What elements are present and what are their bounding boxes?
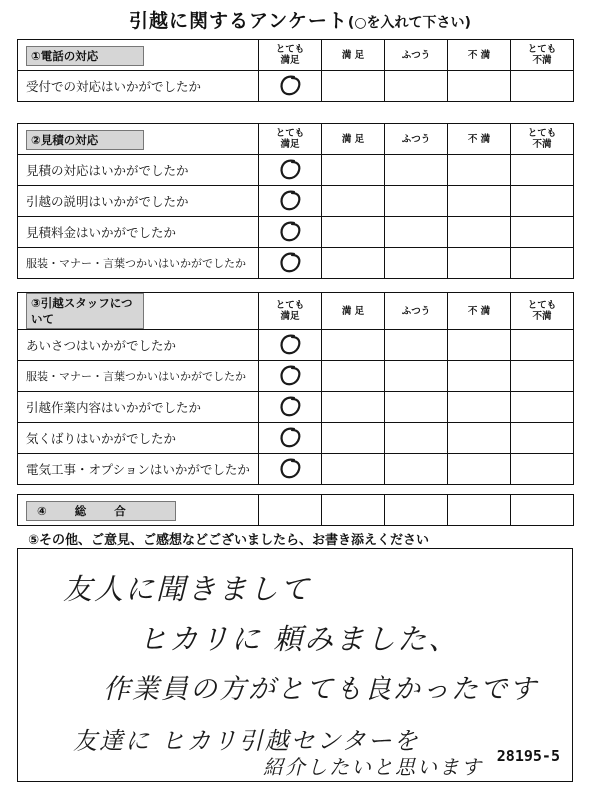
- answer-cell[interactable]: [385, 330, 448, 361]
- answer-cell[interactable]: [511, 248, 574, 279]
- answer-cell[interactable]: [385, 155, 448, 186]
- answer-cell[interactable]: [385, 217, 448, 248]
- comment-line: ヒカリに 頼みました、: [138, 622, 460, 656]
- circle-mark-icon: [275, 332, 305, 358]
- answer-cell[interactable]: [322, 186, 385, 217]
- answer-cell[interactable]: [448, 155, 511, 186]
- comment-prompt: ⑤その他、ご意見、ご感想などございましたら、お書き添えください: [28, 533, 430, 548]
- answer-cell[interactable]: [511, 392, 574, 423]
- question-text: 見積の対応はいかがでしたか: [18, 155, 259, 186]
- comment-line: 作業員の方がとても良かったです: [103, 674, 538, 705]
- answer-cell[interactable]: [322, 330, 385, 361]
- circle-mark-icon: [275, 73, 305, 99]
- circle-mark-icon: [275, 157, 305, 183]
- section-header: [18, 495, 259, 526]
- answer-cell[interactable]: [259, 423, 322, 454]
- answer-cell[interactable]: [511, 155, 574, 186]
- section-label: ④ 総 合: [26, 501, 176, 521]
- question-text: 引越の説明はいかがでしたか: [18, 186, 259, 217]
- question-text: 引越作業内容はいかがでしたか: [18, 392, 259, 423]
- circle-mark-icon: [275, 363, 305, 389]
- answer-cell[interactable]: [448, 495, 511, 526]
- rating-dissatisfied: 不 満: [448, 40, 511, 71]
- answer-cell[interactable]: [322, 361, 385, 392]
- answer-cell[interactable]: [448, 71, 511, 102]
- rating-very-satisfied: とても 満足: [259, 293, 322, 330]
- answer-cell[interactable]: [511, 186, 574, 217]
- answer-cell[interactable]: [448, 330, 511, 361]
- page-title: [0, 6, 600, 33]
- answer-cell[interactable]: [259, 361, 322, 392]
- answer-cell[interactable]: [511, 495, 574, 526]
- answer-cell[interactable]: [385, 186, 448, 217]
- answer-cell[interactable]: [385, 392, 448, 423]
- section-phone: [17, 39, 574, 102]
- answer-cell[interactable]: [385, 454, 448, 485]
- rating-dissatisfied: 不 満: [448, 124, 511, 155]
- question-text: 服装・マナー・言葉つかいはいかがでしたか: [18, 361, 259, 392]
- answer-cell[interactable]: [259, 392, 322, 423]
- title-main: 引越に関するアンケート: [129, 10, 348, 32]
- section-estimate: [17, 123, 574, 279]
- rating-satisfied: 満 足: [322, 124, 385, 155]
- rating-very-satisfied: とても 満足: [259, 40, 322, 71]
- answer-cell[interactable]: [322, 248, 385, 279]
- question-text: あいさつはいかがでしたか: [18, 330, 259, 361]
- question-row: [18, 392, 574, 423]
- section-label: ③引越スタッフについて: [26, 293, 144, 329]
- comment-line: 友達に ヒカリ引越センターを: [73, 727, 420, 755]
- answer-cell[interactable]: [448, 186, 511, 217]
- section-label: ②見積の対応: [26, 130, 144, 150]
- question-row: [18, 186, 574, 217]
- circle-mark-icon: [275, 456, 305, 482]
- answer-cell[interactable]: [511, 454, 574, 485]
- question-text: 見積料金はいかがでしたか: [18, 217, 259, 248]
- rating-satisfied: 満 足: [322, 40, 385, 71]
- answer-cell[interactable]: [322, 155, 385, 186]
- answer-cell[interactable]: [511, 330, 574, 361]
- question-row: [18, 217, 574, 248]
- section-staff: [17, 292, 574, 485]
- question-text: 受付での対応はいかがでしたか: [18, 71, 259, 102]
- answer-cell[interactable]: [259, 454, 322, 485]
- rating-very-satisfied: とても 満足: [259, 124, 322, 155]
- question-row: [18, 71, 574, 102]
- answer-cell[interactable]: [259, 186, 322, 217]
- question-text: 気くばりはいかがでしたか: [18, 423, 259, 454]
- answer-cell[interactable]: [448, 423, 511, 454]
- answer-cell[interactable]: [322, 423, 385, 454]
- answer-cell[interactable]: [322, 71, 385, 102]
- question-row: [18, 454, 574, 485]
- question-row: [18, 423, 574, 454]
- rating-very-dissatisfied: とても 不満: [511, 293, 574, 330]
- answer-cell[interactable]: [511, 217, 574, 248]
- answer-cell[interactable]: [259, 217, 322, 248]
- answer-cell[interactable]: [259, 330, 322, 361]
- question-text: 電気工事・オプションはいかがでしたか: [18, 454, 259, 485]
- question-text: 服装・マナー・言葉つかいはいかがでしたか: [18, 248, 259, 279]
- circle-mark-icon: [275, 250, 305, 276]
- rating-satisfied: 満 足: [322, 293, 385, 330]
- answer-cell[interactable]: [322, 217, 385, 248]
- answer-cell[interactable]: [511, 361, 574, 392]
- answer-cell[interactable]: [448, 248, 511, 279]
- question-row: [18, 248, 574, 279]
- answer-cell[interactable]: [322, 495, 385, 526]
- rating-neutral: ふつう: [385, 293, 448, 330]
- answer-cell[interactable]: [448, 392, 511, 423]
- answer-cell[interactable]: [448, 361, 511, 392]
- answer-cell[interactable]: [511, 71, 574, 102]
- title-note: (○を入れて下さい): [347, 15, 471, 31]
- comment-line: 友人に聞きまして: [63, 572, 312, 606]
- answer-cell[interactable]: [385, 71, 448, 102]
- rating-neutral: ふつう: [385, 124, 448, 155]
- circle-mark-icon: [275, 219, 305, 245]
- question-row: [18, 330, 574, 361]
- answer-cell[interactable]: [259, 155, 322, 186]
- section-header: [18, 124, 259, 155]
- answer-cell[interactable]: [259, 495, 322, 526]
- rating-very-dissatisfied: とても 不満: [511, 124, 574, 155]
- document-code: 28195-5: [496, 747, 560, 765]
- rating-neutral: ふつう: [385, 40, 448, 71]
- answer-cell[interactable]: [448, 454, 511, 485]
- question-row: [18, 155, 574, 186]
- answer-cell[interactable]: [448, 217, 511, 248]
- answer-cell[interactable]: [385, 248, 448, 279]
- answer-cell[interactable]: [385, 361, 448, 392]
- answer-cell[interactable]: [259, 71, 322, 102]
- answer-cell[interactable]: [385, 423, 448, 454]
- answer-cell[interactable]: [322, 392, 385, 423]
- comment-line: 紹介したいと思います: [263, 755, 483, 779]
- section-header: [18, 40, 259, 71]
- circle-mark-icon: [275, 394, 305, 420]
- rating-very-dissatisfied: とても 不満: [511, 40, 574, 71]
- comment-box[interactable]: [17, 548, 573, 782]
- section-label: ①電話の対応: [26, 46, 144, 66]
- question-row: [18, 361, 574, 392]
- answer-cell[interactable]: [385, 495, 448, 526]
- circle-mark-icon: [275, 188, 305, 214]
- rating-dissatisfied: 不 満: [448, 293, 511, 330]
- section-overall: [17, 494, 574, 526]
- answer-cell[interactable]: [322, 454, 385, 485]
- answer-cell[interactable]: [511, 423, 574, 454]
- circle-mark-icon: [275, 425, 305, 451]
- answer-cell[interactable]: [259, 248, 322, 279]
- section-header: [18, 293, 259, 330]
